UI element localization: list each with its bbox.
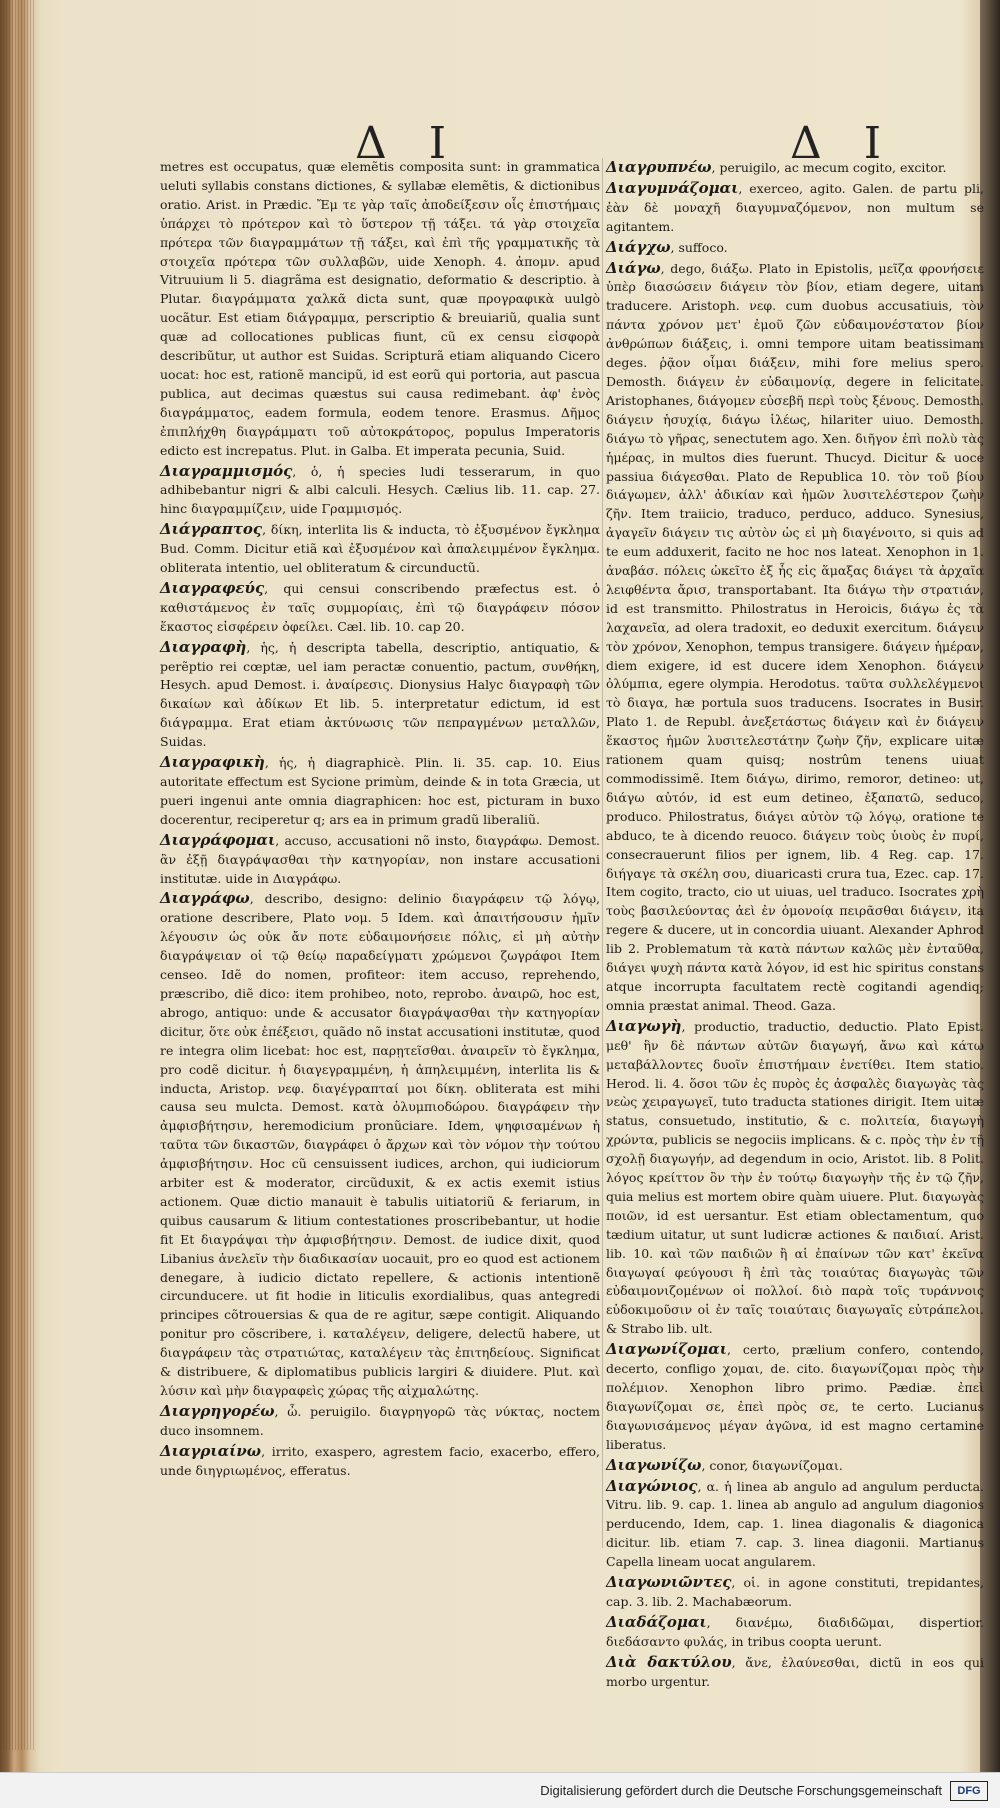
entry-lemma: Διαγωνίζομαι: [606, 1340, 727, 1359]
entry-lemma: Διαγράφω: [160, 889, 250, 908]
running-head-right: Δ I: [790, 118, 896, 169]
entry-lemma: Διαγραφὴ: [160, 637, 247, 656]
dictionary-entry: [160, 158, 600, 461]
column-divider: [602, 158, 603, 1548]
entry-text: qui censui conscribendo præfectus est. ὁ καθιστάμενος ἐν ταῖς συμμορίαις, ἐπὶ τῷ διαγράφειν πόσον ἕκαστος εἰσφέρειν ὀφείλει. Cæl. lib. 10. cap 20.: [160, 580, 600, 634]
dictionary-entry: Διαγωνίζω, conor, διαγωνίζομαι.: [606, 1455, 843, 1474]
dfg-logo: DFG: [950, 1781, 988, 1801]
entry-lemma: Διαγραφεύς: [160, 578, 265, 597]
entry-text: ἡς, ἡ descripta tabella, descriptio, antiquatio, & perẽptio rei cœptæ, uel iam peractæ conuentio, pactum, συνθήκη, Hesych. apud Demost. i. ἀναίρεσις. Dionysius Halyc διαγραφὴ τῶν δικαίων καὶ ἀδίκων Et lib. 5. interpretatur edictum, id est διάγραμμα. Erat etiam ἀκτύνωσις τῶν πεπραγμένων μεταλλῶν, Suidas.: [160, 639, 600, 750]
dictionary-entry: Διάγχω, suffoco.: [606, 237, 728, 256]
entry-text: metres est occupatus, quæ elemẽtis composita sunt: in grammatica ueluti syllabis constans dictiones, & syllabæ elemẽtis, & dictionibus oratio. Arist. in Prædic. Ἔμ τε γὰρ ταῖς ἀποδείξεσιν οἷς ἐπιστήμαις ὑπάρχει τὸ πρότερον καὶ τὸ ὕστερον τῇ τάξει. τά γὰρ στοιχεῖα πρότερα τῶν διαγραμμάτων τῇ τάξει, καὶ ἐπὶ τῆς γραμματικῆς τὰ στοιχεῖα πρότερα τῶν συλλαβῶν, uide Xenoph. 4. ἀπομν. apud Vitruuium li 5. diagrãma est designatio, deformatio & descriptio. à Plutar. διαγράμματα χαλκᾶ dicta sunt, quæ πρoγραφικὰ uulgò uocãtur. Est etiam διάγραμμα, perscriptio & breuiariũ, qualia sunt quæ ad collocationes publicas fiunt, cũ ex censu εἰσφορὰ describũtur, ut author est Suidas. Scripturã etiam aliquando Cicero uocat: hoc est, rationẽ mancipũ, id est eorũ qui portoria, aut pascua publica, aut decimas quæstus sui causa redimebant. ἀφ' ἑνὸς διαγράμματος, eadem formula, eodem tenore. Erasmus. Δῆμος ἐπιπλήχθη διαγράμματι τοῦ αὐτοκράτορος, populus Imperatoris edicto est increpatus. Plut. in Galba. Et imperata pecunia, Suid.: [160, 159, 600, 458]
entry-text: certo, prælium confero, contendo, decerto, confligo χομαι, de. cito. διαγωνίζομαι πρὸς τὴν πολέμιον. Xenophon libro primo. Pædiæ. ἐπεὶ διαγωνίζομαι σε, ἐπεὶ πρὸς σε, te certo. Lucianus διαγωνισάμενος μέγαν ἀγῶνα, id est magno certamine liberatus.: [606, 1342, 984, 1452]
entry-lemma: Διάγραπτος: [160, 520, 263, 539]
entry-text: describo, designo: delinio διαγράφειν τῷ λόγῳ, oratione describere, Plato νομ. 5 Idem. καὶ ἀπαιτήσουσιν ἡμῖν λέγουσιν ὡς οὐκ ἄν ποτε εὐδαιμονήσειε πόλις, εἰ μὴ αὐτὴν διαγράψειαν οἱ τῷ θείῳ παραδείγματι χρώμενοι ζωγράφοι Item censeo. Idẽ do nomen, profiteor: item accuso, reprehendo, præscribo, diẽ dico: item prohibeo, noto, reprobo. ἀναιρῶ, hoc est, abrogo, antiquo: unde & accusator διαγράψασθαι τὴν κατηγορίαν dicitur, ὅτε οὐκ ἐπέξεισι, quãdo nõ instat accusationi institutæ, quod re integra olim licebat: hoc est, παρῃτεῖσθαι. ἀναιρεῖν τὸ ἔγκλημα, pro codẽ dicitur. ἡ διαγεγραμμένη, ἡ ἀπηλειμμένη, interlita lis & inducta, Aristop. νεφ. διαγέγραπταί μοι δίκη. obliterata est mihi causa seu mulcta. Demost. κατὰ ὀλυμπιοδώρου. διαγράφειν τὴν ἀμφισβήτησιν, heremodicium pronũciare. Idem, ψηφισαμένων ἡ ταῦτα τῶν δικαστῶν, διαγράφει ὁ ἄρχων καὶ τὸν νόμον τὴν τούτου ἀμφισβήτησιν. Hoc cũ censuissent iudices, archon, qui iudiciorum arbiter est & moderator, circũduxit, & ex actis exemit istius actionem. Quæ dictio manauit è tabulis uitiatoriũ & feriarum, in quibus causarum & litium contestationes proscribebantur, ut hodie fit Et διαγράψαι τὴν ἀμφισβήτησιν. Demost. de iudice dixit, quod Libanius ἀνελεῖν τὴν διαδικασίαν uocauit, pro eo quod est actionem denegare, à iudicio dictato repellere, & actionis intentionẽ circunducere. ut fit hodie in liticulis exordialibus, quas antegredi principes cõtrouersias & qua de re agitur, sæpe contigit. Aliquando ponitur pro cõscribere, i. καταλέγειν, deligere, delectũ habere, ut διαγράφειν τὰς στρατιώτας, καταλέγειν τὰς ἐπιτηδείους. Significat & distribuere, & diplomatibus publicis largiri & diuidere. Plut. καὶ λύσιν καὶ μὴν διαγραφεὶς χώρας τῆς αἰχμαλώτης.: [160, 891, 600, 1398]
entry-text: οἱ. in agone constituti, trepidantes, cap. 3. lib. 2. Machabæorum.: [606, 1575, 985, 1609]
dictionary-entry: Διαγραφεύς, qui censui conscribendo præfectus est. ὁ καθιστάμενος ἐν ταῖς συμμορίαις, ἐπὶ τῷ διαγράφειν πόσον ἕκαστος εἰσφέρειν ὀφείλει. Cæl. lib. 10. cap 20.: [160, 578, 600, 634]
dictionary-entry: Διαγράφομαι, accuso, accusationi nõ insto, διαγράφω. Demost. ἂν ἐξῇ διαγράψασθαι τὴν κατηγορίαν, non instare accusationi institutæ. uide in Διαγράφω.: [160, 830, 600, 886]
dictionary-entry: Διαγρυπνέω, peruigilo, ac mecum cogito, excitor.: [606, 158, 947, 176]
dictionary-entry: Διάγω, dego, διάξω. Plato in Epistolis, μεῖζα φρονήσειε ὑπὲρ διασώσειν διάγειν τὸν βίον, etiam degere, uitam traducere. Aristoph. νεφ. cum duobus accusatiuis, τὸν πάντα χρόνον μετ' ἐμοῦ ζῶν εὐδαιμονέστατον βίον ἀνθρώπων διάξεις, i. omni tempore uitam beatissimam deges. ῥᾷον οἶμαι διάξειν, mihi fore melius spero. Demosth. διάγειν ἐν εὐδαιμονίᾳ, degere in felicitate. Aristophanes, διάγομεν εὐσεβῆ περὶ τοὺς ξένους. Demosth. διάγειν ἡσυχίᾳ, διάγω ἱλέως, hilariter uiuo. Demosth. διάγω τὸ γῆρας, senectutem ago. Xen. διῆγον ἐπὶ πολὺ τὰς ἡμέρας, in multos dies fuerunt. Thucyd. Dicitur & uoce passiua διάγεσθαι. Plato de Republica 10. τὸν τοῦ βίου διάγωμεν, ἀλλ' ἀδικίαν καὶ ἡμῶν λυσιτελέστερον ζωὴν ζῆν. Item traiicio, traduco, perduco, adduco. Synesius, ἀγαγεῖν διάγειν τις αὐτὸν ὡς εἰ μὴ διαγένοιτο, si quis ad te eum adduxerit, facito ne hoc nos lateat. Xenophon in 1. ἀναβάσ. πόλεις ὠκεῖτο ἐξ ἧς εἰς ἅμαξας διάγει τὰ ἀρχαῖα λειφθέντα ἄρισ, transportabant. Ita διάγω τὴν στρατιάν, id est transmitto. Philostratus in Heroicis, διάγω ἐς τὰ λαχανεῖα, ad olera tradoxit, eo deduxit exercitum. διάγειν τὸν χρόνον, Xenophon, tempus transigere. διάγειν ἡμέραν, diem exigere, id est ducere idem Xenophon. διάγειν ὀλύμπια, egere olympia. Herodotus. ταῦτα συλλελέγμενοι τὸ διαγα, hæ portula suos traducens. Isocrates in Busir. Plato 1. de Republ. ἀνεξετάστως διάγειν καὶ ἐν διάγειν ἕκαστος ἡμῶν λυσιτελεστάτην ζωὴν ζῆν, explicare uitæ rationem quam quisq; nostrûm tenens uiuat commodissimẽ. Item διάγω, dirimo, remoror, detineo: ut, διάγω αὐτόν, id est eum detineo, ἐξαπατῶ, seduco, produco. Philostratus, διάγει αὐτὸν τῷ λόγῳ, oratione te abduco, te à dicendo reuoco. διάγειν τοὺς ὑιοὺς ἐν πυρί, consecrauerunt filios per ignem, lib. 4 Reg. cap. 17. διήγαγε τὰ σκέλη σου, diuaricasti crura tua, Ezec. cap. 17. Item cogito, tracto, cio ut uiuas, uel traduco. Isocrates χρὴ τοὺς βασιλεύοντας ἀεὶ ἐν ὁμονοίᾳ πειρᾶσθαι διάγειν, ita regere & ducere, ut in concordia uiuant. Alexander Aphrod lib 2. Problematum τὰ κατὰ πάντων καλῶς μὲν ἐνταῦθα, διάγει ψυχὴ πάντα κατὰ λόγον, id est hic spiritus constans atque incorrupta facultatem rectè cogitandi agendiq; omnia præstat animal. Theod. Gaza.: [606, 258, 985, 1013]
dictionary-entry: Διαγώνιος, α. ἡ linea ab angulo ad angulum perducta. Vitru. lib. 9. cap. 1. linea ab angulo ad angulum diagonios perducendo, Idem, cap. 1. linea diagonalis & diagonica dicitur. lib. etiam 7. cap. 3. linea diagonii. Martianus Capella lineam uocat angularem.: [606, 1476, 984, 1570]
entry-lemma: Διαγωνιῶντες: [606, 1573, 732, 1592]
dictionary-entry: Διαγραφὴ, ἡς, ἡ descripta tabella, descriptio, antiquatio, & perẽptio rei cœptæ, uel iam peractæ conuentio, pactum, συνθήκη, Hesych. apud Demost. i. ἀναίρεσις. Dionysius Halyc διαγραφὴ τῶν δικαίων καὶ ἀδίκων Et lib. 5. interpretatur edictum, id est διάγραμμα. Erat etiam ἀκτύνωσις τῶν πεπραγμένων μεταλλῶν, Suidas.: [160, 637, 600, 750]
dictionary-entry: Διάγραπτος, δίκη, interlita lis & inducta, τὸ ἐξυσμένον ἔγκλημα Bud. Comm. Dicitur etiã καὶ ἐξυσμένον καὶ ἀπαλειμμένον ἔγκλημα. obliterata intentio, uel obliteratum & circunductũ.: [160, 520, 600, 576]
entry-lemma: Διάγχω: [606, 237, 671, 256]
dictionary-entry: Διαγραφικὴ, ἡς, ἡ diagraphicè. Plin. li. 35. cap. 10. Eius autoritate effectum est Sycione primùm, deinde & in tota Græcia, ut pueri ingenui ante omnia diagraphicen: hoc est, picturam in buxo docerentur, reciperetur q; ars ea in primum gradũ liberaliũ.: [160, 753, 600, 827]
page-edge-stack: [0, 0, 34, 1750]
dictionary-entry: Διαγωνιῶντες, οἱ. in agone constituti, trepidantes, cap. 3. lib. 2. Machabæorum.: [606, 1573, 985, 1609]
entry-lemma: Διαγραφικὴ: [160, 753, 265, 772]
entry-text: peruigilo, ac mecum cogito, excitor.: [719, 160, 947, 175]
entry-text: διανέμω, διαδιδῶμαι, dispertior. διεδάσαντο φυλάς, in tribus coopta uerunt.: [606, 1614, 984, 1649]
running-head-left: Δ I: [355, 118, 461, 169]
entry-text: ἄνε, ἐλαύνεσθαι, dictũ in eos qui morbo urgentur.: [606, 1654, 984, 1689]
dictionary-entry: Διαγωνίζομαι, certo, prælium confero, contendo, decerto, confligo χομαι, de. cito. διαγωνίζομαι πρὸς τὴν πολέμιον. Xenophon libro primo. Pædiæ. ἐπεὶ διαγωνίζομαι σε, ἐπεὶ πρὸς σε, te certo. Lucianus διαγωνισάμενος μέγαν ἀγῶνα, id est magno certamine liberatus.: [606, 1340, 984, 1452]
entry-lemma: Διαγώνιος: [606, 1476, 698, 1495]
right-column: [606, 158, 984, 1693]
entry-text: conor, διαγωνίζομαι.: [709, 1457, 843, 1473]
credit-text: Digitalisierung gefördert durch die Deutsche Forschungsgemeinschaft: [540, 1783, 942, 1798]
entry-text: productio, traductio, deductio. Plato Epist. μεθ' ἣν δὲ πάντων αὐτῶν διαγωγή, ἄνω καὶ κάτω μεταβάλλοντες δυοῖν ἐπιστήμαιν ἐνετίθει. Item statio. Herod. li. 4. ὅσοι τῶν ἐς πυρὸς ἐς ἀσφαλὲς διαγωγὰς τὰς νεὼς χειραγωγεῖ, tuto traducta stationes dirigit. Item uitæ status, consuetudo, institutio, & c. πολιτεία, διαγωγὴ χρώντα, publicis se negociis implicans. & c. πρὸς τὴν ἐν τῇ σχολῇ διαγωγήν, ad degendum in ocio, Aristot. lib. 8 Polit. λόγος κρείττον ὂν τὴν ἐν τούτῳ διαγωγὴν τῆς ἐν τῷ ζῆν, quia melius est mortem obire quàm uiuere. Plut. διαγωγὰς ποιῶν, id est uersantur. Est etiam oblectamentum, quo tædium uitatur, ut sunt ludicræ actiones & παιδιαί. Arist. lib. 10. καὶ τῶν παιδιῶν ἢ αἱ ἐπαίνων τῶν κατ' ἐκεῖνα διαγωγαί φεύγουσι ἢ ἐπὶ τὰς τοιαύτας διαγωγὰς τῶν εὐδαιμονιζομένων οἱ πολλοί. διὸ παρὰ τοῖς τυράννοις εὐδοκιμοῦσιν οἱ ἐν ταῖς τοιαύταις διαγωγαῖς εὐτράπελοι. & Strabo lib. ult.: [606, 1018, 984, 1337]
dictionary-entry: Διαγράφω, describo, designo: delinio διαγράφειν τῷ λόγῳ, oratione describere, Plato νομ. 5 Idem. καὶ ἀπαιτήσουσιν ἡμῖν λέγουσιν ὡς οὐκ ἄν ποτε εὐδαιμονήσειε πόλις, εἰ μὴ αὐτὴν διαγράψειαν οἱ τῷ θείῳ παραδείγματι χρώμενοι ζωγράφοι Item censeo. Idẽ do nomen, profiteor: item accuso, reprehendo, præscribo, diẽ dico: item prohibeo, noto, reprobo. ἀναιρῶ, hoc est, abrogo, antiquo: unde & accusator διαγράψασθαι τὴν κατηγορίαν dicitur, ὅτε οὐκ ἐπέξεισι, quãdo nõ instat accusationi institutæ, quod re integra olim licebat: hoc est, παρῃτεῖσθαι. ἀναιρεῖν τὸ ἔγκλημα, pro codẽ dicitur. ἡ διαγεγραμμένη, ἡ ἀπηλειμμένη, interlita lis & inducta, Aristop. νεφ. διαγέγραπταί μοι δίκη. obliterata est mihi causa seu mulcta. Demost. κατὰ ὀλυμπιοδώρου. διαγράφειν τὴν ἀμφισβήτησιν, heremodicium pronũciare. Idem, ψηφισαμένων ἡ ταῦτα τῶν δικαστῶν, διαγράφει ὁ ἄρχων καὶ τὸν νόμον τὴν τούτου ἀμφισβήτησιν. Hoc cũ censuissent iudices, archon, qui iudiciorum arbiter est & moderator, circũduxit, & ex actis exemit istius actionem. Quæ dictio manauit è tabulis uitiatoriũ & feriarum, in quibus causarum & litium contestationes proscribebantur, ut hodie fit Et διαγράψαι τὴν ἀμφισβήτησιν. Demost. de iudice dixit, quod Libanius ἀνελεῖν τὴν διαδικασίαν uocauit, pro eo quod est actionem denegare, à iudicio dictato repellere, & actionis intentionẽ circunducere. ut fit hodie in liticulis exordialibus, quas antegredi principes cõtrouersias & qua de re agitur, sæpe contigit. Aliquando ponitur pro cõscribere, i. καταλέγειν, deligere, delectũ habere, ut διαγράφειν τὰς στρατιώτας, καταλέγειν τὰς ἐπιτηδείους. Significat & distribuere, & diplomatibus publicis largiri & diuidere. Plut. καὶ λύσιν καὶ μὴν διαγραφεὶς χώρας τῆς αἰχμαλώτης.: [160, 889, 600, 1398]
digitization-footer: [0, 1772, 1000, 1808]
dictionary-entry: Διαγυμνάζομαι, exerceo, agito. Galen. de partu pli, ἐὰν δὲ μοναχῆ διαγυμναζόμενον, non multum se agitantem.: [606, 178, 984, 234]
entry-text: irrito, exaspero, agrestem facio, exacerbo, effero, unde διηγριωμένος, efferatus.: [160, 1443, 600, 1478]
left-column: [160, 158, 600, 1482]
entry-lemma: Διαγωνίζω: [606, 1455, 702, 1474]
entry-lemma: Διαγριαίνω: [160, 1441, 262, 1460]
entry-lemma: Διαγρηγορέω: [160, 1401, 275, 1420]
dictionary-entry: Διαγριαίνω, irrito, exaspero, agrestem facio, exacerbo, effero, unde διηγριωμένος, efferatus.: [160, 1441, 600, 1478]
entry-text: δίκη, interlita lis & inducta, τὸ ἐξυσμένον ἔγκλημα Bud. Comm. Dicitur etiã καὶ ἐξυσμένον καὶ ἀπαλειμμένον ἔγκλημα. obliterata intentio, uel obliteratum & circunductũ.: [160, 522, 600, 576]
entry-text: ἡς, ἡ diagraphicè. Plin. li. 35. cap. 10. Eius autoritate effectum est Sycione primùm, deinde & in tota Græcia, ut pueri ingenui ante omnia diagraphicen: hoc est, picturam in buxo docerentur, reciperetur q; ars ea in primum gradũ liberaliũ.: [160, 755, 600, 827]
dictionary-entry: Διαγρηγορέω, ὦ. peruigilo. διαγρηγορῶ τὰς νύκτας, noctem duco insomnem.: [160, 1401, 600, 1438]
entry-lemma: Διαγωγὴ: [606, 1016, 682, 1035]
entry-lemma: Διὰ δακτύλου: [606, 1652, 732, 1671]
entry-text: dego, διάξω. Plato in Epistolis, μεῖζα φρονήσειε ὑπὲρ διασώσειν διάγειν τὸν βίον, etiam degere, uitam traducere. Aristoph. νεφ. cum duobus accusatiuis, τὸν πάντα χρόνον μετ' ἐμοῦ ζῶν εὐδαιμονέστατον βίον ἀνθρώπων διάξεις, i. omni tempore uitam beatissimam deges. ῥᾷον οἶμαι διάξειν, mihi fore melius spero. Demosth. διάγειν ἐν εὐδαιμονίᾳ, degere in felicitate. Aristophanes, διάγομεν εὐσεβῆ περὶ τοὺς ξένους. Demosth. διάγειν ἡσυχίᾳ, διάγω ἱλέως, hilariter uiuo. Demosth. διάγω τὸ γῆρας, senectutem ago. Xen. διῆγον ἐπὶ πολὺ τὰς ἡμέρας, in multos dies fuerunt. Thucyd. Dicitur & uoce passiua διάγεσθαι. Plato de Republica 10. τὸν τοῦ βίου διάγωμεν, ἀλλ' ἀδικίαν καὶ ἡμῶν λυσιτελέστερον ζωὴν ζῆν. Item traiicio, traduco, perduco, adduco. Synesius, ἀγαγεῖν διάγειν τις αὐτὸν ὡς εἰ μὴ διαγένοιτο, si quis ad te eum adduxerit, facito ne hoc nos lateat. Xenophon in 1. ἀναβάσ. πόλεις ὠκεῖτο ἐξ ἧς εἰς ἅμαξας διάγει τὰ ἀρχαῖα λειφθέντα ἄρισ, transportabant. Ita διάγω τὴν στρατιάν, id est transmitto. Philostratus in Heroicis, διάγω ἐς τὰ λαχανεῖα, ad olera tradoxit, eo deduxit exercitum. διάγειν τὸν χρόνον, Xenophon, tempus transigere. διάγειν ἡμέραν, diem exigere, id est ducere idem Xenophon. διάγειν ὀλύμπια, egere olympia. Herodotus. ταῦτα συλλελέγμενοι τὸ διαγα, hæ portula suos traducens. Isocrates in Busir. Plato 1. de Republ. ἀνεξετάστως διάγειν καὶ ἐν διάγειν ἕκαστος ἡμῶν λυσιτελεστάτην ζωὴν ζῆν, explicare uitæ rationem quam quisq; nostrûm tenens uiuat commodissimẽ. Item διάγω, dirimo, remoror, detineo: ut, διάγω αὐτόν, id est eum detineo, ἐξαπατῶ, seduco, produco. Philostratus, διάγει αὐτὸν τῷ λόγῳ, oratione te abduco, te à dicendo reuoco. διάγειν τοὺς ὑιοὺς ἐν πυρί, consecrauerunt filios per ignem, lib. 4 Reg. cap. 17. διήγαγε τὰ σκέλη σου, diuaricasti crura tua, Ezec. cap. 17. Item cogito, tracto, cio ut uiuas, uel traduco. Isocrates χρὴ τοὺς βασιλεύοντας ἀεὶ ἐν ὁμονοίᾳ πειρᾶσθαι διάγειν, ita regere & ducere, ut in concordia uiuant. Alexander Aphrod lib 2. Problematum τὰ κατὰ πάντων καλῶς μὲν ἐνταῦθα, διάγει ψυχὴ πάντα κατὰ λόγον, id est hic spiritus constans atque incorrupta facultatem rectè cogitandi agendiq; omnia præstat animal. Theod. Gaza.: [606, 260, 985, 1013]
entry-lemma: Διαγράφομαι: [160, 830, 276, 849]
dictionary-entry: Διὰ δακτύλου, ἄνε, ἐλαύνεσθαι, dictũ in eos qui morbo urgentur.: [606, 1652, 984, 1689]
entry-text: exerceo, agito. Galen. de partu pli, ἐὰν δὲ μοναχῆ διαγυμναζόμενον, non multum se agitantem.: [606, 180, 984, 234]
entry-lemma: Διάγω: [606, 258, 661, 277]
entry-lemma: Διαδάζομαι: [606, 1612, 707, 1631]
entry-text: ὁ, ἡ species ludi tesserarum, in quo adhibebantur nigri & albi calculi. Hesych. Cælius lib. 11. cap. 27. hinc διαγραμμίζειν, uide Γραμμισμός.: [160, 463, 600, 517]
entry-lemma: Διαγυμνάζομαι: [606, 178, 739, 197]
entry-text: ὦ. peruigilo. διαγρηγορῶ τὰς νύκτας, noctem duco insomnem.: [160, 1403, 600, 1438]
entry-text: α. ἡ linea ab angulo ad angulum perducta. Vitru. lib. 9. cap. 1. linea ab angulo ad angulum diagonios perducendo, Idem, cap. 1. linea diagonalis & diagonica dicitur. lib. etiam 7. cap. 3. linea diagonii. Martianus Capella lineam uocat angularem.: [606, 1478, 984, 1570]
entry-lemma: Διαγρυπνέω: [606, 158, 712, 176]
dictionary-entry: Διαγραμμισμός, ὁ, ἡ species ludi tesserarum, in quo adhibebantur nigri & albi calculi. Hesych. Cælius lib. 11. cap. 27. hinc διαγραμμίζειν, uide Γραμμισμός.: [160, 461, 600, 517]
entry-text: accuso, accusationi nõ insto, διαγράφω. Demost. ἂν ἐξῇ διαγράψασθαι τὴν κατηγορίαν, non instare accusationi institutæ. uide in Διαγράφω.: [160, 832, 600, 886]
entry-text: suffoco.: [678, 239, 728, 255]
dictionary-entry: Διαδάζομαι, διανέμω, διαδιδῶμαι, dispertior. διεδάσαντο φυλάς, in tribus coopta uerunt.: [606, 1612, 984, 1649]
entry-lemma: Διαγραμμισμός: [160, 461, 293, 480]
dictionary-entry: Διαγωγὴ, productio, traductio, deductio. Plato Epist. μεθ' ἣν δὲ πάντων αὐτῶν διαγωγή, ἄνω καὶ κάτω μεταβάλλοντες δυοῖν ἐπιστήμαιν ἐνετίθει. Item statio. Herod. li. 4. ὅσοι τῶν ἐς πυρὸς ἐς ἀσφαλὲς διαγωγὰς τὰς νεὼς χειραγωγεῖ, tuto traducta stationes dirigit. Item uitæ status, consuetudo, institutio, & c. πολιτεία, διαγωγὴ χρώντα, publicis se negociis implicans. & c. πρὸς τὴν ἐν τῇ σχολῇ διαγωγήν, ad degendum in ocio, Aristot. lib. 8 Polit. λόγος κρείττον ὂν τὴν ἐν τούτῳ διαγωγὴν τῆς ἐν τῷ ζῆν, quia melius est mortem obire quàm uiuere. Plut. διαγωγὰς ποιῶν, id est uersantur. Est etiam oblectamentum, quo tædium uitatur, ut sunt ludicræ actiones & παιδιαί. Arist. lib. 10. καὶ τῶν παιδιῶν ἢ αἱ ἐπαίνων τῶν κατ' ἐκεῖνα διαγωγαί φεύγουσι ἢ ἐπὶ τὰς τοιαύτας διαγωγὰς τῶν εὐδαιμονιζομένων οἱ πολλοί. διὸ παρὰ τοῖς τυράννοις εὐδοκιμοῦσιν οἱ ἐν ταῖς τοιαύταις διαγωγαῖς εὐτράπελοι. & Strabo lib. ult.: [606, 1016, 984, 1337]
